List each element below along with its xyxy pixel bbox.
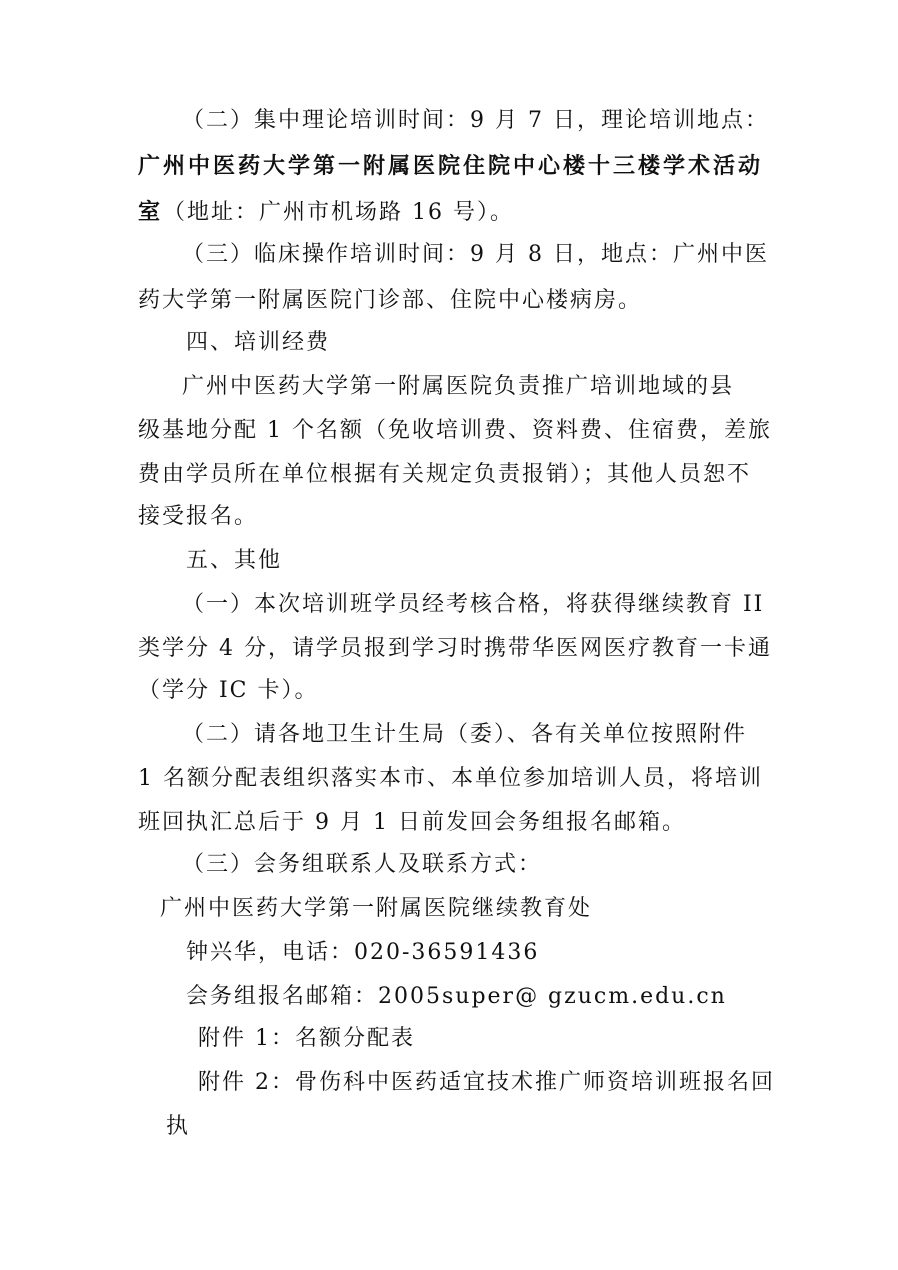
attachment-2-line-1: 附件 2：骨伤科中医药适宜技术推广师资培训班报名回 bbox=[198, 1070, 775, 1095]
paragraph-contact-heading: （三）会务组联系人及联系方式： bbox=[182, 852, 543, 877]
attachment-2-line-2: 执 bbox=[166, 1114, 191, 1139]
paragraph-allocation-line-3: 班回执汇总后于 9 月 1 日前发回会务组报名邮箱。 bbox=[138, 810, 686, 835]
paragraph-allocation-line-2: 1 名额分配表组织落实本市、本单位参加培训人员，将培训 bbox=[138, 766, 763, 791]
paragraph-clinical-training-line-2: 药大学第一附属医院门诊部、住院中心楼病房。 bbox=[138, 288, 643, 313]
paragraph-credits-line-1: （一）本次培训班学员经考核合格，将获得继续教育 II bbox=[182, 592, 765, 617]
heading-other: 五、其他 bbox=[186, 548, 283, 573]
paragraph-credits-line-2: 类学分 4 分，请学员报到学习时携带华医网医疗教育一卡通 bbox=[138, 636, 772, 661]
paragraph-fees-line-2: 级基地分配 1 个名额（免收培训费、资料费、住宿费，差旅 bbox=[138, 418, 772, 443]
location-address: （地址：广州市机场路 16 号）。 bbox=[163, 200, 514, 225]
paragraph-theory-training-location-bold: 广州中医药大学第一附属医院住院中心楼十三楼学术活动 bbox=[138, 154, 764, 179]
contact-person-phone: 钟兴华，电话：020-36591436 bbox=[186, 940, 540, 965]
contact-email: 会务组报名邮箱：2005super@ gzucm.edu.cn bbox=[186, 984, 727, 1009]
paragraph-theory-training-line-1: （二）集中理论培训时间：9 月 7 日，理论培训地点： bbox=[182, 108, 769, 133]
heading-training-fees: 四、培训经费 bbox=[186, 330, 331, 355]
paragraph-fees-line-1: 广州中医药大学第一附属医院负责推广培训地域的县 bbox=[182, 374, 735, 399]
paragraph-clinical-training-line-1: （三）临床操作培训时间：9 月 8 日，地点：广州中医 bbox=[182, 242, 769, 267]
attachment-1: 附件 1：名额分配表 bbox=[198, 1026, 415, 1051]
paragraph-credits-line-3: （学分 IC 卡）。 bbox=[138, 678, 319, 703]
paragraph-allocation-line-1: （二）请各地卫生计生局（委）、各有关单位按照附件 bbox=[182, 722, 748, 747]
paragraph-fees-line-3: 费由学员所在单位根据有关规定负责报销）；其他人员恕不 bbox=[138, 462, 752, 487]
contact-organization: 广州中医药大学第一附属医院继续教育处 bbox=[160, 896, 593, 921]
paragraph-theory-training-line-3 bbox=[0, 198, 898, 228]
location-bold-end: 室 bbox=[138, 200, 164, 225]
paragraph-fees-line-4: 接受报名。 bbox=[138, 504, 259, 529]
